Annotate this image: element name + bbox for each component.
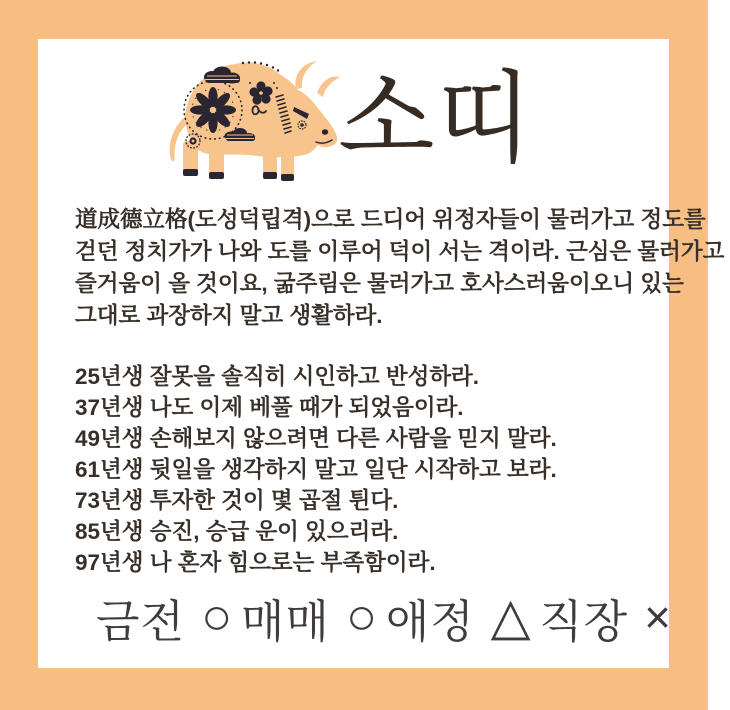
mandala-flower <box>190 87 236 133</box>
year-fortune-line: 61년생 뒷일을 생각하지 말고 일단 시작하고 보라. <box>75 457 557 482</box>
circle-symbol-icon: ○ <box>200 588 233 646</box>
ratings-row <box>96 587 671 647</box>
rating-money-label: 금전 <box>96 595 185 647</box>
year-fortune-line: 37년생 나도 이제 베풀 때가 되었음이라. <box>75 395 464 420</box>
ox-svg <box>165 53 342 191</box>
paragraph-line: 걷던 정치가가 나와 도를 이루어 덕이 서는 격이라. 근심은 물러가고 <box>75 239 725 264</box>
rating-love <box>386 585 531 650</box>
paragraph-line: 즐거움이 올 것이요, 굶주림은 물러가고 호사스러움이오니 있는 <box>75 271 684 296</box>
ox-zodiac-icon <box>165 53 342 191</box>
year-fortune-line: 73년생 투자한 것이 몇 곱절 튄다. <box>75 488 399 513</box>
x-symbol-icon: × <box>644 591 671 643</box>
rating-money <box>96 585 232 650</box>
circle-symbol-icon: ○ <box>345 588 378 646</box>
year-fortunes <box>75 361 557 578</box>
zodiac-title: 소띠 <box>338 63 536 175</box>
year-fortune-line: 49년생 손해보지 않으려면 다른 사람을 믿지 말라. <box>75 426 557 451</box>
year-fortune-line: 25년생 잘못을 솔직히 시인하고 반성하라. <box>75 364 480 389</box>
fortune-paragraph <box>75 204 724 332</box>
white-card <box>38 39 725 668</box>
paragraph-line: 道成德立格(도성덕립격)으로 드디어 위정자들이 물러가고 정도를 <box>75 207 706 232</box>
rating-work <box>539 585 671 650</box>
rating-work-label: 직장 <box>539 595 629 647</box>
year-fortune-line: 97년생 나 혼자 힘으로는 부족함이라. <box>75 550 436 575</box>
paragraph-line: 그대로 과장하지 말고 생활하라. <box>75 303 383 328</box>
rating-trade-label: 매매 <box>240 595 330 647</box>
rating-trade <box>241 585 377 650</box>
triangle-symbol-icon: △ <box>490 588 531 646</box>
year-fortune-line: 85년생 승진, 승급 운이 있으리라. <box>75 519 399 544</box>
rating-love-label: 애정 <box>385 595 475 647</box>
